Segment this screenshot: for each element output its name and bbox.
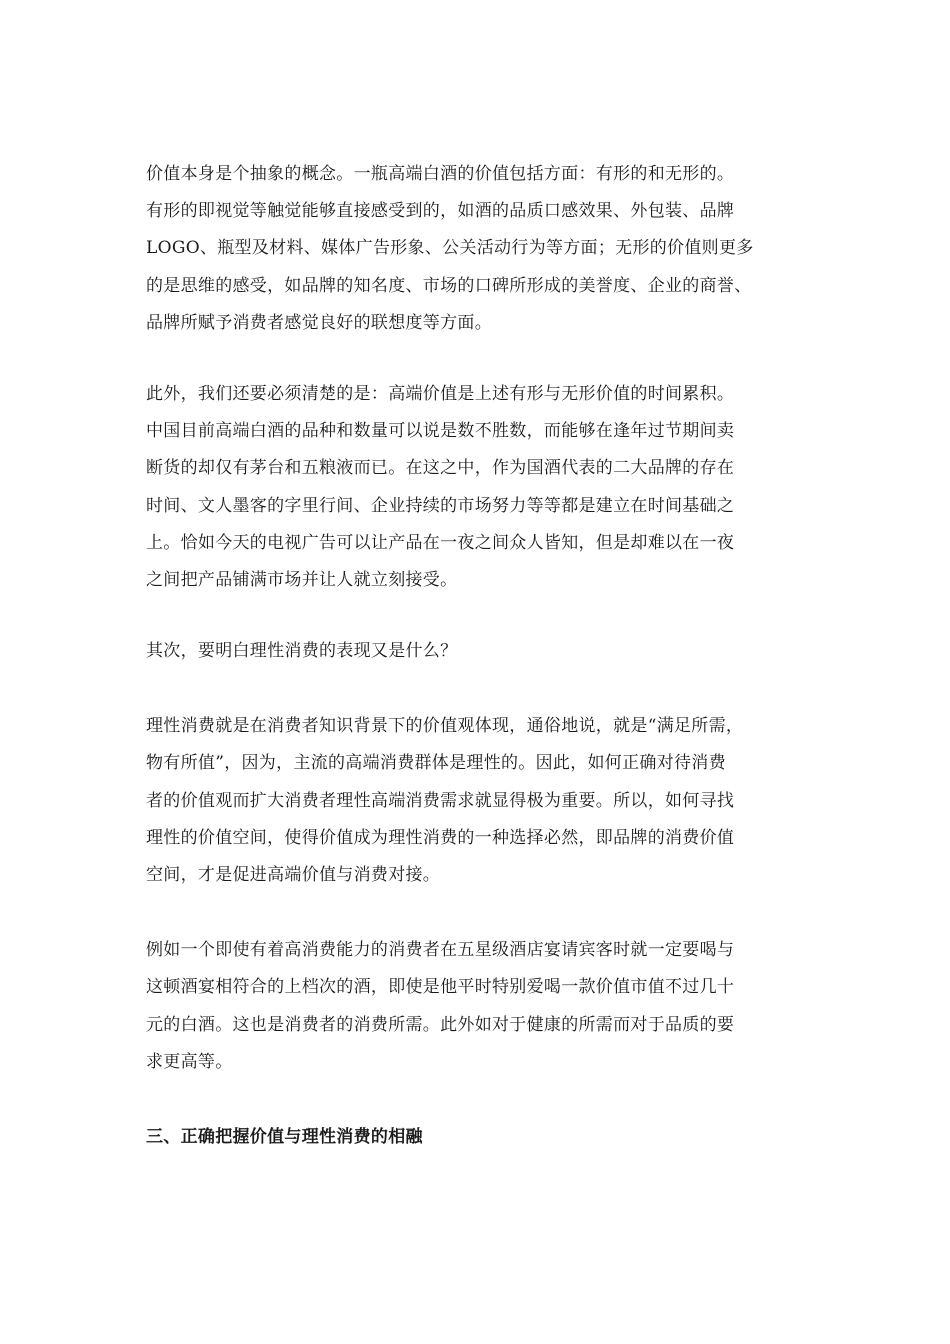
text-line: 时间、文人墨客的字里行间、企业持续的市场努力等等都是建立在时间基础之 xyxy=(146,495,735,516)
text-line: 此外，我们还要必须清楚的是：高端价值是上述有形与无形价值的时间累积。 xyxy=(146,383,735,404)
text-line: 品牌所赋予消费者感觉良好的联想度等方面。 xyxy=(146,312,492,333)
text-line: 空间，才是促进高端价值与消费对接。 xyxy=(146,865,441,885)
text-line: 元的白酒。这也是消费者的消费所需。此外如对于健康的所需而对于品质的要 xyxy=(146,1014,735,1035)
text-line: 断货的却仅有茅台和五粮液而已。在这之中，作为国酒代表的二大品牌的存在 xyxy=(146,458,735,479)
paragraph-rational-question xyxy=(146,633,816,670)
text-line: 上。恰如今天的电视广告可以让产品在一夜之间众人皆知，但是却难以在一夜 xyxy=(146,532,735,553)
text-line: 理性的价值空间，使得价值成为理性消费的一种选择必然，即品牌的消费价值 xyxy=(146,827,735,848)
paragraph-value-concept xyxy=(146,156,816,342)
paragraph-example xyxy=(146,932,816,1081)
text-line: 的是思维的感受，如品牌的知名度、市场的口碑所形成的美誉度、企业的商誉、 xyxy=(146,275,752,296)
text-line: 物有所值”，因为，主流的高端消费群体是理性的。因此，如何正确对待消费 xyxy=(146,753,726,774)
text-line: 有形的即视觉等触觉能够直接感受到的，如酒的品质口感效果、外包装、品牌 xyxy=(146,201,735,222)
section-heading: 三、正确把握价值与理性消费的相融 xyxy=(146,1126,423,1147)
text-line: 这顿酒宴相符合的上档次的酒，即使是他平时特别爱喝一款价值市值不过几十 xyxy=(146,977,735,998)
text-line: 中国目前高端白酒的品种和数量可以说是数不胜数，而能够在逢年过节期间卖 xyxy=(146,421,735,442)
paragraph-rational-consumption xyxy=(146,708,816,894)
text-line: 者的价值观而扩大消费者理性高端消费需求就显得极为重要。所以，如何寻找 xyxy=(146,790,735,811)
text-line: 例如一个即使有着高消费能力的消费者在五星级酒店宴请宾客时就一定要喝与 xyxy=(146,940,735,961)
text-line: 求更高等。 xyxy=(146,1051,233,1072)
document-body xyxy=(146,156,816,1156)
paragraph-time-accumulation xyxy=(146,376,816,599)
text-line: 其次，要明白理性消费的表现又是什么？ xyxy=(146,641,458,662)
text-line: 理性消费就是在消费者知识背景下的价值观体现，通俗地说，就是“满足所需， xyxy=(146,716,744,737)
text-line: 价值本身是个抽象的概念。一瓶高端白酒的价值包括方面：有形的和无形的。 xyxy=(146,164,735,184)
text-line: 之间把产品铺满市场并让人就立刻接受。 xyxy=(146,569,458,590)
text-line: LOGO、瓶型及材料、媒体广告形象、公关活动行为等方面；无形的价值则更多 xyxy=(146,238,754,259)
